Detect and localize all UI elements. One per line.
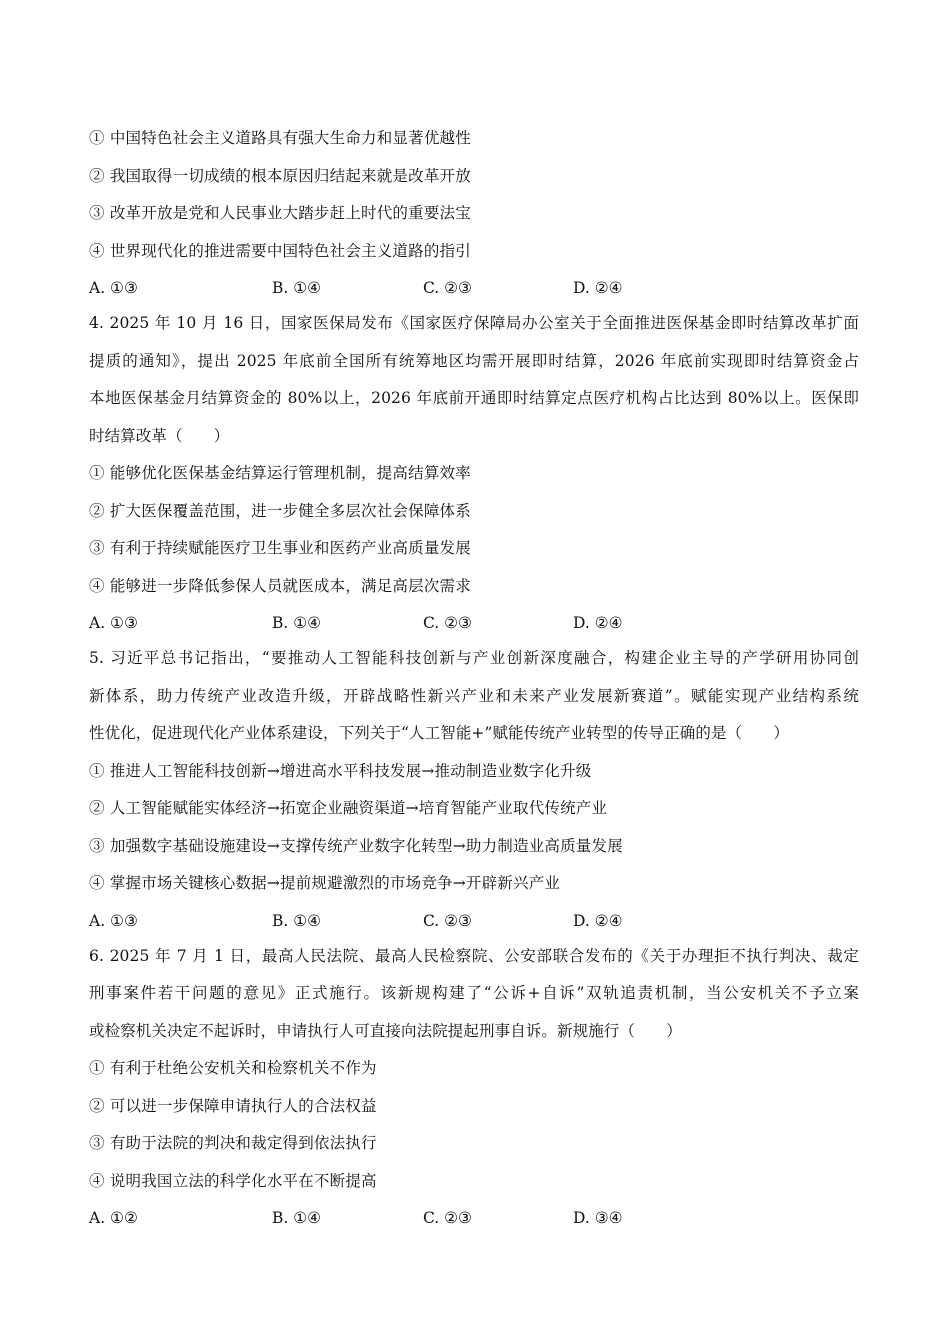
q6-answer-d: D. ③④	[573, 1209, 623, 1227]
q3-answer-c: C. ②③	[423, 279, 472, 297]
q6-option-4: ④ 说明我国立法的科学化水平在不断提高	[89, 1171, 377, 1190]
question-6	[89, 942, 859, 1233]
q6-option-1: ① 有利于杜绝公安机关和检察机关不作为	[89, 1059, 377, 1077]
q3-answer-d: D. ②④	[573, 279, 623, 297]
q5-option-4: ④ 掌握市场关键核心数据→提前规避激烈的市场竞争→开辟新兴产业	[89, 874, 561, 892]
q3-option-3: ③ 改革开放是党和人民事业大踏步赶上时代的重要法宝	[89, 204, 471, 222]
q5-stem-line-3: 性优化，促进现代化产业体系建设，下列关于“人工智能+”赋能传统产业转型的传导正确的是（ ）	[89, 724, 789, 742]
q4-option-4: ④ 能够进一步降低参保人员就医成本，满足高层次需求	[89, 576, 471, 595]
q4-stem-line-1: 4. 2025 年 10 月 16 日，国家医保局发布《国家医疗保障局办公室关于全面推进医保基金即时结算改革扩面	[89, 314, 859, 332]
q3-answer-b: B. ①④	[272, 279, 322, 297]
q5-answer-c: C. ②③	[423, 911, 472, 930]
question-4	[89, 309, 859, 637]
q5-answer-b: B. ①④	[272, 911, 322, 930]
q6-answer-a: A. ①②	[89, 1209, 138, 1227]
q4-answer-choices	[89, 609, 859, 637]
q6-stem-line-2: 刑事案件若干问题的意见》正式施行。该新规构建了“公诉+自诉”双轨追责机制，当公安机关不予立案	[89, 984, 859, 1002]
q3-option-1: ① 中国特色社会主义道路具有强大生命力和显著优越性	[89, 129, 471, 147]
question-5	[89, 644, 859, 935]
q4-stem-line-2: 提质的通知》，提出 2025 年底前全国所有统筹地区均需开展即时结算，2026 年底前实现即时结算资金占	[89, 351, 859, 370]
q6-stem-line-3: 或检察机关决定不起诉时，申请执行人可直接向法院提起刑事自诉。新规施行（ ）	[89, 1021, 682, 1040]
q3-answer-choices	[89, 274, 859, 302]
q5-answer-d: D. ②④	[573, 911, 623, 930]
q3-option-4: ④ 世界现代化的推进需要中国特色社会主义道路的指引	[89, 241, 471, 260]
q4-answer-c: C. ②③	[423, 614, 472, 632]
q4-answer-d: D. ②④	[573, 614, 623, 632]
exam-page	[89, 124, 859, 1242]
q5-option-1: ① 推进人工智能科技创新→增进高水平科技发展→推动制造业数字化升级	[89, 761, 592, 780]
q5-option-3: ③ 加强数字基础设施建设→支撑传统产业数字化转型→助力制造业高质量发展	[89, 836, 623, 855]
q5-answer-a: A. ①③	[89, 911, 138, 930]
q4-option-3: ③ 有利于持续赋能医疗卫生事业和医药产业高质量发展	[89, 539, 471, 557]
q3-option-2: ② 我国取得一切成绩的根本原因归结起来就是改革开放	[89, 166, 471, 185]
q4-option-2: ② 扩大医保覆盖范围，进一步健全多层次社会保障体系	[89, 501, 471, 520]
q5-stem-line-1: 5. 习近平总书记指出，“要推动人工智能科技创新与产业创新深度融合，构建企业主导的产学研用协同创	[89, 649, 859, 667]
q6-option-2: ② 可以进一步保障申请执行人的合法权益	[89, 1096, 377, 1115]
q6-answer-c: C. ②③	[423, 1209, 472, 1227]
q5-stem-line-2: 新体系，助力传统产业改造升级，开辟战略性新兴产业和未来产业发展新赛道”。赋能实现产业结构系统	[89, 686, 859, 705]
q6-answer-b: B. ①④	[272, 1209, 322, 1227]
q4-stem-line-4: 时结算改革（ ）	[89, 426, 230, 445]
q6-answer-choices	[89, 1204, 859, 1232]
q6-option-3: ③ 有助于法院的判决和裁定得到依法执行	[89, 1134, 377, 1152]
q3-answer-a: A. ①③	[89, 279, 138, 297]
q4-answer-a: A. ①③	[89, 614, 138, 632]
q4-answer-b: B. ①④	[272, 614, 322, 632]
question-3	[89, 124, 859, 302]
q4-stem-line-3: 本地医保基金月结算资金的 80%以上，2026 年底前开通即时结算定点医疗机构占比达到 80%以上。医保即	[89, 389, 859, 407]
q5-option-2: ② 人工智能赋能实体经济→拓宽企业融资渠道→培育智能产业取代传统产业	[89, 799, 608, 817]
q5-answer-choices	[89, 907, 859, 935]
q6-stem-line-1: 6. 2025 年 7 月 1 日，最高人民法院、最高人民检察院、公安部联合发布的《关于办理拒不执行判决、裁定	[89, 946, 859, 965]
q4-option-1: ① 能够优化医保基金结算运行管理机制，提高结算效率	[89, 464, 471, 482]
